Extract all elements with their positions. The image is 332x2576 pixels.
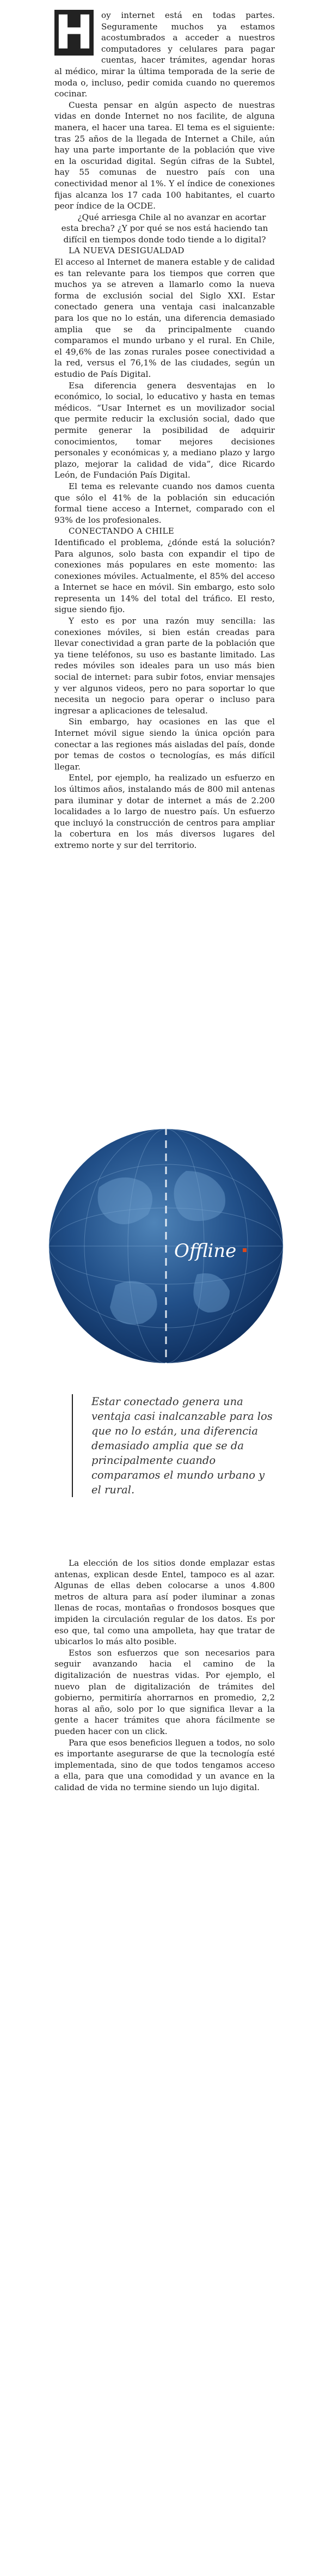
accent-dot xyxy=(243,1248,247,1252)
paragraph-intro: oy internet está en todas partes. Seguramente muchos ya estamos acostumbrados a acceder a nuestros computadores y celulares para pagar cuentas, hacer trámites, agendar horas al médico, mirar la última temporada de la serie de moda o, incluso, pedir comida cuando no queremos cocinar. xyxy=(54,10,275,99)
article-column-bottom xyxy=(54,1558,275,1793)
paragraph-7: Identificado el problema, ¿dónde está la solución? Para algunos, solo basta con expandir el tipo de conexiones más populares en este momento: las conexiones móviles. Actualmente, el 85% del acceso a Internet se hace en móvil. Sin embargo, esto solo representa un 14% del total del tráfico. El resto, sigue siendo fijo. xyxy=(54,537,275,615)
paragraph-8: Y esto es por una razón muy sencilla: las conexiones móviles, si bien están creadas para llevar conectividad a gran parte de la población que ya tiene teléfonos, su uso es bastante limitado. Las redes móviles son ideales para un uso más bien social de internet: para subir fotos, enviar mensajes y ver algunos videos, pero no para soportar lo que necesita un negocio para operar o incluso para ingresar a aplicaciones de telesalud. xyxy=(54,616,275,716)
paragraph-6: El tema es relevante cuando nos damos cuenta que sólo el 41% de la población sin educación formal tiene acceso a Internet, comparado con el 93% de los profesionales. xyxy=(54,481,275,525)
offline-globe-image xyxy=(34,1122,298,1370)
paragraph-13: Para que esos beneficios lleguen a todos, no solo es importante asegurarse de que la tecnología esté implementada, sino de que todos tengamos acceso a ella, para que una comodidad y un avance en la calidad de vida no termine siendo un lujo digital. xyxy=(54,1737,275,1792)
paragraph-9: Sin embargo, hay ocasiones en las que el Internet móvil sigue siendo la única opción para conectar a las regiones más aisladas del país, donde por temas de costos o tecnologías, es más difícil llegar. xyxy=(54,717,275,772)
paragraph-2: Cuesta pensar en algún aspecto de nuestras vidas en donde Internet no nos facilite, de alguna manera, el hacer una tarea. El tema es el siguiente: tras 25 años de la llegada de Internet a Chile, aún hay una parte importante de la población que vive en la oscuridad digital. Según cifras de la Subtel, hay 55 comunas de nuestro país con una conectividad menor al 1%. Y el índice de conexiones fijas alcanza los 17 cada 100 habitantes, el cuarto peor índice de la OCDE. xyxy=(54,100,275,211)
pull-quote xyxy=(72,1394,276,1497)
article-column-top xyxy=(54,5,275,851)
paragraph-4: El acceso al Internet de manera estable y de calidad es tan relevante para los tiempos que corren que muchos ya se atreven a llamarlo como la nueva forma de exclusión social del Siglo XXI. Estar conectado genera una ventaja casi inalcanzable para los que no lo están, una diferencia demasiado amplia que se da principalmente cuando comparamos el mundo urbano y el rural. En Chile, el 49,6% de las zonas rurales posee conectividad a la red, versus el 76,1% de las ciudades, según un estudio de País Digital. xyxy=(54,257,275,379)
section-heading-conectando: CONECTANDO A CHILE xyxy=(69,526,174,536)
drop-cap: H xyxy=(54,5,94,60)
offline-label: Offline xyxy=(174,1240,237,1262)
globe-illustration xyxy=(34,1122,298,1370)
paragraph-question: ¿Qué arriesga Chile al no avanzar en acortar esta brecha? ¿Y por qué se nos está haciendo tan difícil en tiempos donde todo tiende a lo digital? xyxy=(61,212,268,245)
paragraph-5: Esa diferencia genera desventajas en lo económico, lo social, lo educativo y hasta en temas médicos. “Usar Internet es un movilizador social que permite reducir la exclusión social, dado que permite generar la posibilidad de adquirir conocimientos, tomar mejores decisiones personales y económicas y, a mediano plazo y largo plazo, mejorar la calidad de vida”, dice Ricardo León, de Fundación País Digital. xyxy=(54,380,275,480)
pull-quote-text: Estar conectado genera una ventaja casi inalcanzable para los que no lo están, una diferencia demasiado amplia que se da principalmente cuando comparamos el mundo urbano y el rural. xyxy=(91,1395,273,1496)
paragraph-12: Estos son esfuerzos que son necesarios para seguir avanzando hacia el camino de la digitalización de nuestras vidas. Por ejemplo, el nuevo plan de digitalización de trámites del gobierno, permitiría ahorrarnos en promedio, 2,2 horas al año, solo por lo que significa llevar a la gente a hacer trámites que ahora fácilmente se pueden hacer con un click. xyxy=(54,1647,275,1736)
paragraph-10: Entel, por ejemplo, ha realizado un esfuerzo en los últimos años, instalando más de 800 mil antenas para iluminar y dotar de internet a más de 2.200 localidades a lo largo de nuestro país. Un esfuerzo que incluyó la construcción de centros para ampliar la cobertura en los más diversos lugares del extremo norte y sur del territorio. xyxy=(54,773,275,850)
paragraph-11: La elección de los sitios donde emplazar estas antenas, explican desde Entel, tampoco es al azar. Algunas de ellas deben colocarse a unos 4.800 metros de altura para así poder iluminar a zonas llenas de rocas, montañas o frondosos bosques que impiden la circulación regular de los datos. Es por eso que, tal como una ampolleta, hay que tratar de ubicarlos lo más alto posible. xyxy=(54,1558,275,1647)
section-heading-desigualdad: LA NUEVA DESIGUALDAD xyxy=(69,246,185,256)
